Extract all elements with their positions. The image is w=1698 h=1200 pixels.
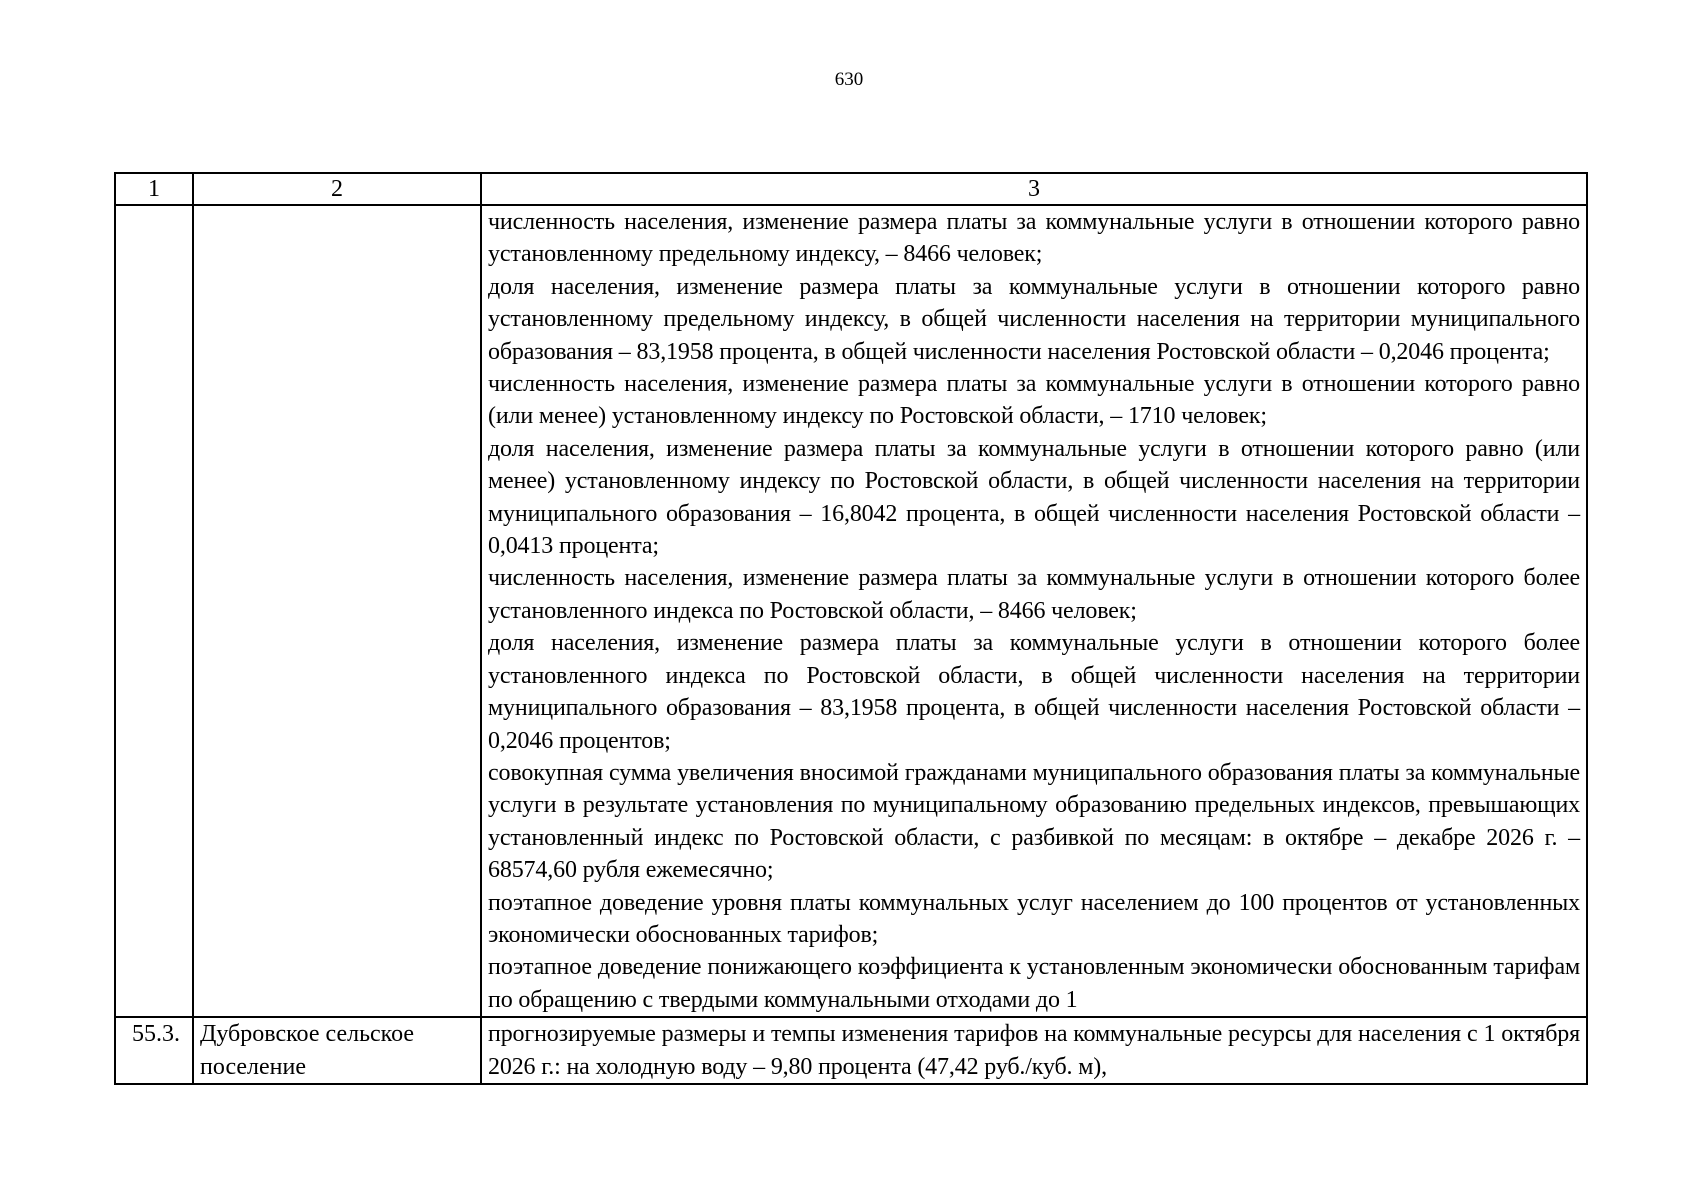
row-name-cell bbox=[193, 205, 481, 1017]
paragraph: прогнозируемые размеры и темпы изменения тарифов на коммунальные ресурсы для населения с 1 октября 2026 г.: на холодную воду – 9,80 процента (47,42 руб./куб. м), bbox=[488, 1021, 1580, 1080]
paragraph: поэтапное доведение понижающего коэффициента к установленным экономически обоснованным тарифам по обращению с твердыми коммунальными отходами до 1 bbox=[488, 954, 1580, 1013]
page-number: 630 bbox=[834, 69, 864, 90]
row-number-cell bbox=[115, 205, 193, 1017]
paragraph: доля населения, изменение размера платы за коммунальные услуги в отношении которого более установленного индекса по Ростовской области, в общей численности населения на территории муниципального образования – 83,1958 процента, в общей численности населения Ростовской области – 0,2046 процентов; bbox=[488, 630, 1580, 754]
row-name-cell: Дубровское сельское поселение bbox=[193, 1017, 481, 1084]
row-text-cell bbox=[481, 205, 1587, 1017]
paragraph: поэтапное доведение уровня платы коммунальных услуг населением до 100 процентов от установленных экономически обоснованных тарифов; bbox=[488, 889, 1580, 948]
header-col-3: 3 bbox=[481, 173, 1587, 205]
table-header-row bbox=[115, 173, 1587, 205]
paragraph: численность населения, изменение размера платы за коммунальные услуги в отношении которого равно (или менее) установленному индексу по Ростовской области, – 1710 человек; bbox=[488, 371, 1580, 430]
paragraph: доля населения, изменение размера платы за коммунальные услуги в отношении которого равно установленному предельному индексу, в общей численности населения на территории муниципального образования – 83,1958 процента, в общей численности населения Ростовской области – 0,2046 процента; bbox=[488, 273, 1580, 365]
table-row-55-3 bbox=[115, 1017, 1587, 1084]
row-text-cell bbox=[481, 1017, 1587, 1084]
paragraph: доля населения, изменение размера платы за коммунальные услуги в отношении которого равно (или менее) установленному индексу по Ростовской области, в общей численности населения на территории муниципального образования – 16,8042 процента, в общей численности населения Ростовской области – 0,0413 процента; bbox=[488, 435, 1580, 560]
paragraph: численность населения, изменение размера платы за коммунальные услуги в отношении которого равно установленному предельному индексу, – 8466 человек; bbox=[488, 209, 1580, 268]
header-col-2: 2 bbox=[193, 173, 481, 205]
paragraph: совокупная сумма увеличения вносимой гражданами муниципального образования платы за коммунальные услуги в результате установления по муниципальному образованию предельных индексов, превышающих установленный индекс по Ростовской области, с разбивкой по месяцам: в октябре – декабре 2026 г. – 68574,60 рубля ежемесячно; bbox=[488, 759, 1580, 884]
row-number-cell: 55.3. bbox=[115, 1017, 193, 1084]
tariff-table bbox=[114, 172, 1588, 1085]
table-row-continuation bbox=[115, 205, 1587, 1017]
header-col-1: 1 bbox=[115, 173, 193, 205]
paragraph: численность населения, изменение размера платы за коммунальные услуги в отношении которого более установленного индекса по Ростовской области, – 8466 человек; bbox=[488, 565, 1580, 624]
